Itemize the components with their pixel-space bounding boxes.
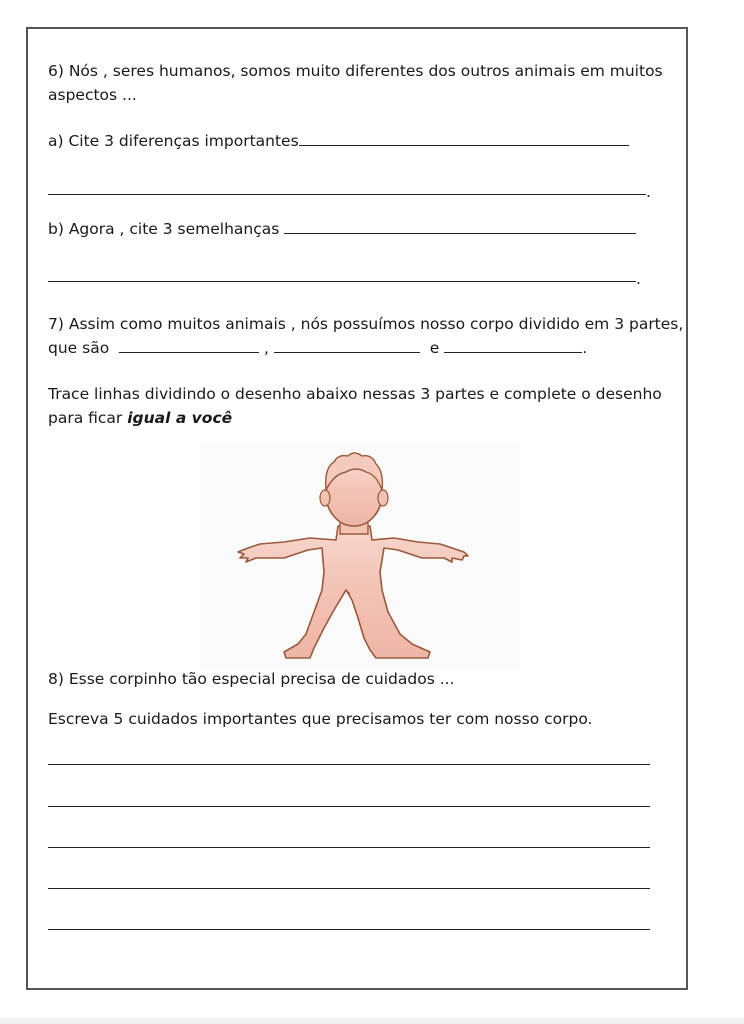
q6a-answer-line[interactable] bbox=[48, 194, 646, 195]
q7-instr-prefix: para ficar bbox=[48, 409, 128, 427]
q7-parts-row bbox=[48, 337, 587, 359]
q6a-answer-blank[interactable] bbox=[299, 131, 629, 146]
q6a-period: . bbox=[646, 183, 651, 201]
q6b-prompt: b) Agora , cite 3 semelhanças bbox=[48, 220, 280, 238]
child-body-figure bbox=[200, 444, 520, 670]
q6-intro-cont: aspectos ... bbox=[48, 86, 137, 104]
q8-answer-line-3[interactable] bbox=[48, 847, 650, 848]
q6a-prompt: a) Cite 3 diferenças importantes bbox=[48, 132, 299, 150]
q7-instr-emph: igual a você bbox=[127, 409, 233, 427]
q6b-row bbox=[48, 218, 636, 240]
q8-answer-line-2[interactable] bbox=[48, 806, 650, 807]
q8-answer-line-1[interactable] bbox=[48, 764, 650, 765]
q6a-row bbox=[48, 130, 629, 152]
body-figure-area[interactable] bbox=[200, 444, 520, 670]
q6b-answer-line[interactable] bbox=[48, 281, 636, 282]
q7-part1-blank[interactable] bbox=[119, 338, 259, 353]
q7-e: e bbox=[429, 339, 440, 357]
q6b-answer-blank[interactable] bbox=[284, 219, 636, 234]
q8-intro: 8) Esse corpinho tão especial precisa de cuidados ... bbox=[48, 670, 455, 688]
q7-instr-line2 bbox=[48, 407, 232, 429]
q7-comma: , bbox=[263, 339, 269, 357]
scan-edge bbox=[0, 1018, 744, 1024]
q6-intro: 6) Nós , seres humanos, somos muito diferentes dos outros animais em muitos bbox=[48, 62, 663, 80]
q6b-period: . bbox=[636, 270, 641, 288]
q7-que-sao: que são bbox=[48, 339, 110, 357]
q7-intro: 7) Assim como muitos animais , nós possuímos nosso corpo dividido em 3 partes, bbox=[48, 315, 684, 333]
q8-answer-line-5[interactable] bbox=[48, 929, 650, 930]
q7-period: . bbox=[582, 339, 588, 357]
q7-instr-line1: Trace linhas dividindo o desenho abaixo nessas 3 partes e complete o desenho bbox=[48, 385, 662, 403]
q8-instr: Escreva 5 cuidados importantes que precisamos ter com nosso corpo. bbox=[48, 710, 593, 728]
q7-part2-blank[interactable] bbox=[274, 338, 420, 353]
q8-answer-line-4[interactable] bbox=[48, 888, 650, 889]
q7-part3-blank[interactable] bbox=[444, 338, 582, 353]
